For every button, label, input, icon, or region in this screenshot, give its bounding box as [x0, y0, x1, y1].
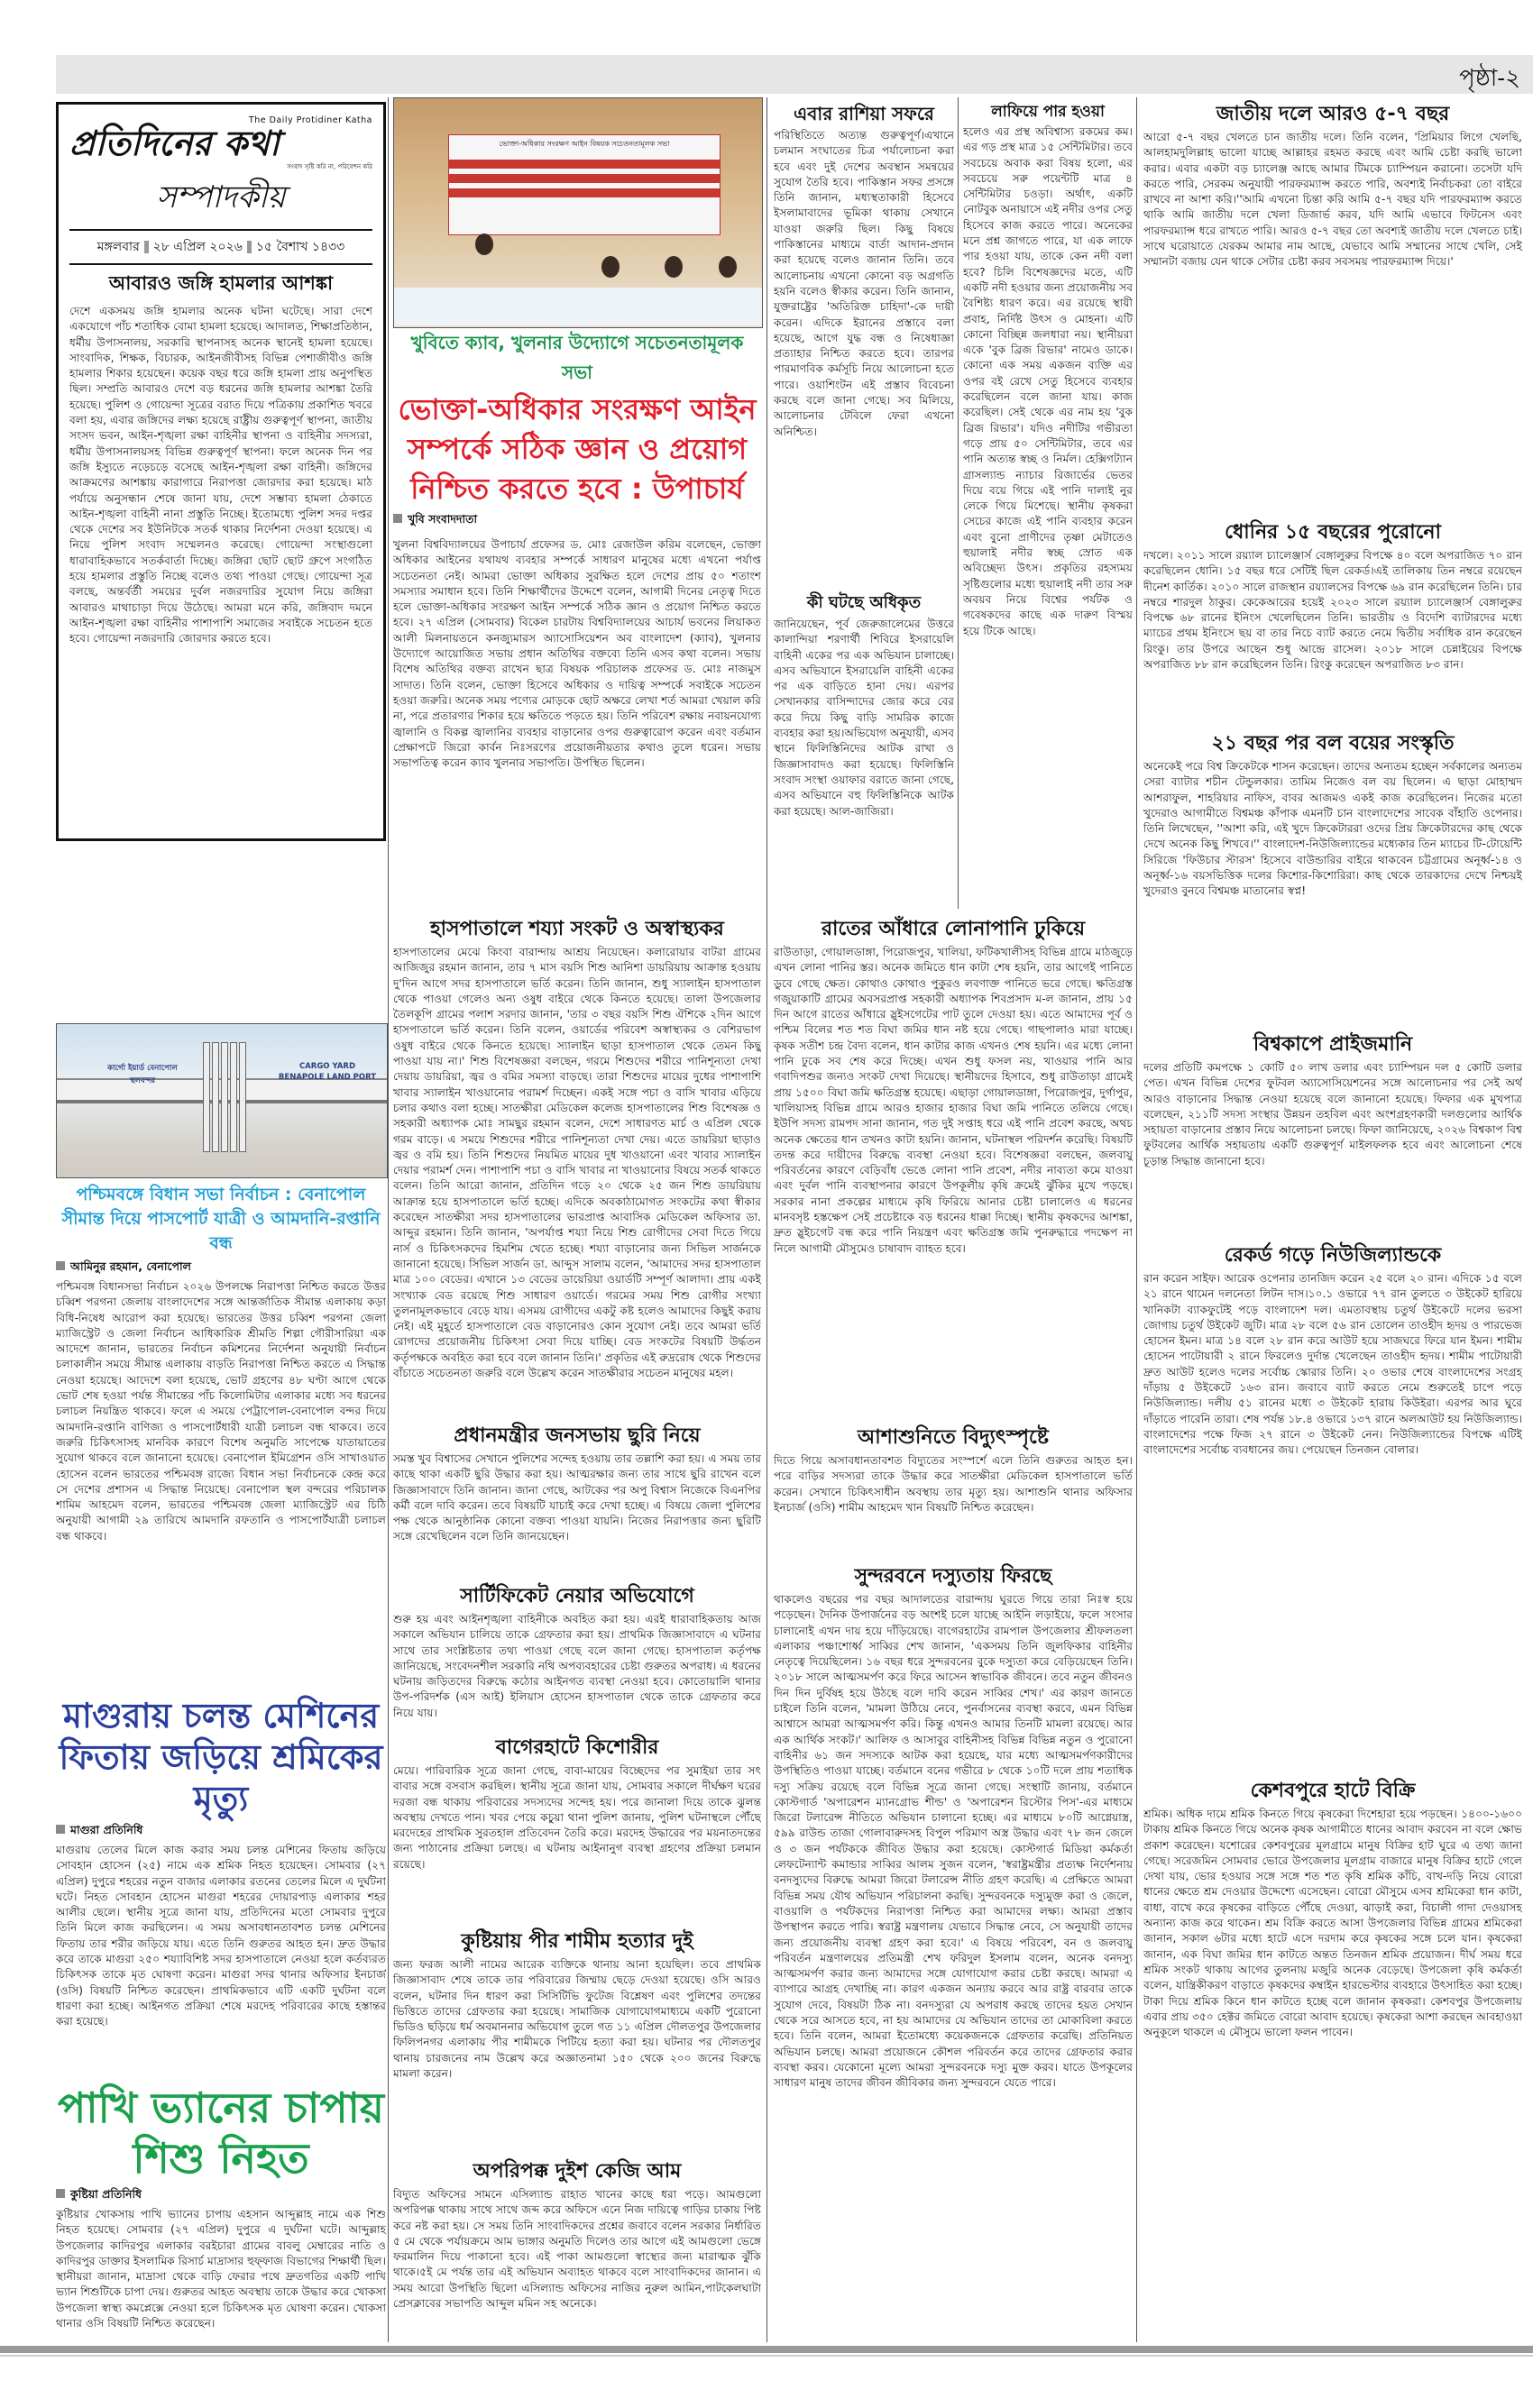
pillar — [203, 1042, 210, 1152]
section-title: সম্পাদকীয় — [156, 179, 286, 215]
person — [601, 256, 620, 278]
prize-body: দলের প্রতিটি কমপক্ষে ১ কোটি ৫০ লাখ ডলার এবং চ্যাম্পিয়ন দল ৫ কোটি ডলার পেত। এখন বিভিন্ন দেশের ফুটবল অ্যাসোসিয়েশনের সঙ্গে আলোচনার পর সেই অর্থ আরও বাড়ানোর সিদ্ধান্ত নেওয়া হয়েছে বলে জানানো হয়েছে। ফিফার এক মুখপাত্র বলেছেন, ২১১টি সদস্য সংস্থার উন্নয়ন তহবিল এবং অংশগ্রহণকারী দলগুলোর আর্থিক সহায়তা বাড়ানোর প্রস্তাব নিয়ে আলোচনা চলছে। ফিফা জানিয়েছে, ২০২৬ বিশ্বকাপ বিশ্ব ফুটবলের আর্থিক সহায়তায় একটি গুরুত্বপূর্ণ মাইলফলক হবে এবং আলোচনা শেষে চূড়ান্ত সিদ্ধান্ত জানানো হবে। — [1143, 1061, 1522, 1167]
dhoni-body: দখলে। ২০১১ সালে রয়্যাল চ্যালেঞ্জার্স বেঙ্গালুরুর বিপক্ষে ৪০ বলে অপরাজিত ৭০ রান করেছিলেন ধোনি। ১৫ বছর ধরে সেটিই ছিল রেকর্ড।এই তালিকায় তিন নম্বরে রয়েছেন দীনেশ কার্তিক। ২০১০ সালে রাজস্থান রয়্যালসের বিপক্ষে ৬৯ রান করেছিলেন তিনি। চার নম্বরে শারদুল ঠাকুর। কেকেআরের হয়েই ২০২৩ সালে রয়্যাল চ্যালেঞ্জার্স বেঙ্গালুরুর বিপক্ষে ৬৮ রানের ইনিংস খেলেছিলেন তিনি। ভারতীয় ও বিদেশি ব্যাটারদের মধ্যে ম্যাচের প্রথম ইনিংসে ছয় বা তার নিচে ব্যাট করতে নেমে দ্বিতীয় সর্বাধিক রান করেছেন রিংকু। তার উপরে আছেন শুধু আন্দ্রে রাসেল। ২০১৮ সালে চেন্নাইয়ের বিপক্ষে অপরাজিত ৮৮ রান করেছিলেন তিনি। রিংকু করেছেন অপরাজিত ৮৩ রান। — [1143, 549, 1522, 672]
magura-byline: মাগুরা প্রতিনিধি — [56, 1823, 386, 1841]
page-number: পৃষ্ঠা-২ — [1459, 65, 1520, 92]
saltwater-article — [774, 912, 1133, 1417]
page-header-band — [56, 55, 1533, 94]
gaza-title: কী ঘটছে অধিকৃত — [806, 593, 922, 612]
saltwater-title: রাতের আঁধারে লোনাপানি ঢুকিয়ে — [821, 918, 1086, 940]
dhoni-title: ধোনির ১৫ বছরের পুরোনো — [1225, 521, 1441, 544]
nz-article — [1143, 1239, 1522, 1771]
gaza-article — [774, 588, 954, 903]
pillar — [239, 1042, 246, 1152]
bagerhat-body: মেয়ে। পারিবারিক সূত্রে জানা গেছে, বাবা-মায়ের বিচ্ছেদের পর সুমাইয়া তার সৎ বাবার সঙ্গে বসবাস করছিল। স্থানীয় সূত্রে জানা যায়, সোমবার সকালে দীর্ঘক্ষণ ঘরের দরজা বন্ধ থাকায় পরিবারের সদস্যদের সন্দেহ হয়। পরে জানালা দিয়ে তাকে ঝুলন্ত অবস্থায় দেখতে পান। খবর পেয়ে কচুয়া থানা পুলিশ জানায়, পুলিশ ঘটনাস্থলে পৌঁছে মরদেহের প্রাথমিক সুরতহাল প্রতিবেদন তৈরি করে। মরদেহ উদ্ধারের পর ময়নাতদন্তের জন্য পাঠানোর প্রক্রিয়া চলছে। এ ঘটনায় আইনানুগ ব্যবস্থা গ্রহণের প্রক্রিয়া চলমান রয়েছে। — [393, 1764, 761, 1871]
electric-article — [774, 1421, 1133, 1556]
pillar — [221, 1042, 228, 1152]
benapole-body: পশ্চিমবঙ্গ বিধানসভা নির্বাচন ২০২৬ উপলক্ষে নিরাপত্তা নিশ্চিত করতে উত্তর চব্বিশ পরগনা জেলায় বাংলাদেশের সঙ্গে আন্তর্জাতিক সীমান্ত এলাকায় কড়া বিধি-নিষেধ আরোপ করা হয়েছে। ভারতের উত্তর চব্বিশ পরগনা জেলা ম্যাজিস্ট্রেট ও জেলা নির্বাচন আধিকারিক শ্রীমতি শিল্পা গৌরীসারিয়া এক আদেশে জানান, ভারতের নির্বাচন কমিশনের নির্দেশনা অনুযায়ী নির্বাচন চলাকালীন সময়ে সীমান্ত এলাকায় বাড়তি নিরাপত্তা নিশ্চিত করতে এ সিদ্ধান্ত নেওয়া হয়েছে। আদেশে বলা হয়েছে, ভোট গ্রহণের ৪৮ ঘণ্টা আগে থেকে ভোট শেষ হওয়া পর্যন্ত সীমান্তের পাঁচ কিলোমিটার এলাকার মধ্যে সব ধরনের চলাচল নিয়ন্ত্রিত থাকবে। ফলে এ সময়ে পেট্রাপোল-বেনাপোল বন্দর দিয়ে আমদানি-রপ্তানি বাণিজ্য ও পাসপোর্টধারী যাত্রী চলাচল বন্ধ থাকবে। তবে জরুরি চিকিৎসাসহ মানবিক কারণে বিশেষ অনুমতি সাপেক্ষে যাতায়াতের সুযোগ থাকবে বলে জানানো হয়েছে। বেনাপোল ইমিগ্রেশন ওসি সাখাওয়াত হোসেন বলেন ভারতের পশ্চিমবঙ্গ রাজ্যে বিধান সভা নির্বাচনকে কেন্দ্র করে সে দেশের প্রশাসন এ সিদ্ধান্ত নিয়েছে। বেনাপোল স্থল বন্দরের পরিচালক শামিম আহমেদ বলেন, ভারতের পশ্চিমবঙ্গ জেলা ম্যাজিস্ট্রেট এর চিঠি অনুযায়ী আগামী ২৯ তারিখে আমদানি রফতানি ও পাসপোর্টযাত্রী চলাচল বন্ধ থাকবে। — [56, 1280, 386, 1543]
page-footer-rule-thin — [0, 2355, 1533, 2357]
keshabpur-title: কেশবপুরে হাটে বিক্রি — [1250, 1780, 1416, 1802]
magura-article — [56, 1695, 386, 2074]
keshabpur-body: শ্রমিক। অধিক দামে শ্রমিক কিনতে গিয়ে কৃষকেরা দিশেহারা হয়ে পড়ছেন। ১৪০০-১৬০০ টাকায় শ্রমিক কিনতে গিয়ে অনেক কৃষক আগামীতে ধানের আবাদ করবেন না বলে ক্ষোভ প্রকাশ করেছেন। যশোরের কেশবপুরের মূলগ্রামে মানুষ বিক্রির হাট ঘুরে এ তথ্য জানা গেছে। সরেজমিন সোমবার ভোরে উপজেলার মূলগ্রাম বাজারে মানুষ বিক্রির হাটে গেলে দেখা যায়, ভোর হওয়ার সঙ্গে সঙ্গে শত শত কৃষি শ্রমিক কাঁচি, বাখ-দড়ি নিয়ে বোরো ধানের ক্ষেতে শ্রম দেওয়ার উদ্দেশ্যে এসেছেন। বোরো মৌসুমে এসব শ্রমিকেরা ধান কাটা, বাধা, বাখে করে কৃষকের বাড়িতে পৌঁছে দেওয়া, ঝাড়াই করা, বিচালী গাদা দেওয়াসহ অন্যান্য কাজ করে থাকেন। শ্রম বিক্রি করতে আসা উপজেলার বিভিন্ন গ্রামের শ্রমিকেরা জানান, সকাল ৬টার মধ্যে হাটে এসে দরদাম করে কৃষকের সঙ্গে চলে যান। কৃষকেরা জানান, এক বিঘা জমির ধান কাটতে অন্তত তিনজন শ্রমিক প্রয়োজন। দীর্ঘ সময় ধরে শ্রমিক সংকট থাকায় আগের তুলনায় মজুরি অনেক বেড়েছে। উপজেলা কৃষি কর্মকর্তা বলেন, যান্ত্রিকীকরণ বাড়াতে কৃষকদের কম্বাইন হারভেস্টার ব্যবহারে উৎসাহিত করা হচ্ছে। টাকা দিয়ে শ্রমিক কিনে ধান কাটতে হচ্ছে বলে জানান কৃষকরা। কেশবপুর উপজেলায় এবার প্রায় ৩৫০ হেক্টর জমিতে বোরো আবাদ হয়েছে। কৃষকেরা আশা করছেন আবহাওয়া অনুকূলে থাকলে এ মৌসুমে ভালো ফলন পাবেন। — [1143, 1808, 1522, 2039]
editorial-body: দেশে একসময় জঙ্গি হামলার অনেক ঘটনা ঘটেছে। সারা দেশে একযোগে পাঁচ শতাধিক বোমা হামলা হয়েছে। আদালত, শিক্ষাপ্রতিষ্ঠান, ধর্মীয় উপাসনালয়, সরকারি স্থাপনাসহ অনেক স্থানেই হামলা হয়েছে। সাংবাদিক, শিক্ষক, বিচারক, আইনজীবীসহ বিভিন্ন পেশাজীবীও জঙ্গি হামলার শিকার হয়েছেন। কয়েক বছর ধরে জঙ্গি হামলা প্রায় অনুপস্থিত ছিল। সম্প্রতি আবারও দেশে বড় ধরনের জঙ্গি হামলার আশঙ্কা তৈরি হয়েছে। পুলিশ ও গোয়েন্দা সূত্রের বরাত দিয়ে পত্রিকায় প্রকাশিত খবরে বলা হয়, এবার জঙ্গিদের লক্ষ্য হয়েছে রাষ্ট্রীয় গুরুত্বপূর্ণ স্থাপনা, জাতীয় সংসদ ভবন, আইন-শৃঙ্খলা রক্ষা বাহিনীর স্থাপনা ও বাহিনীর সদস্যরা, ধর্মীয় উপাসনালয়সহ বিভিন্ন গুরুত্বপূর্ণ স্থাপনা। ফলে অনেক দিন পর জঙ্গি ইস্যুতে নড়েচড়ে বসেছে আইন-শৃঙ্খলা রক্ষা বাহিনী। জঙ্গিদের আক্রমণের আশঙ্কায় কারাগারে নিরাপত্তা জোরদার করা হয়েছে। মাঠ পর্যায়ে অনুসন্ধান শেষে জানা যায়, দেশে সম্ভাব্য হামলা ঠেকাতে আইন-শৃঙ্খলা বাহিনী নানা প্রস্তুতি নিচ্ছে। ইতোমধ্যে পুলিশ সদর দপ্তর থেকে দেশের সব ইউনিটকে সতর্ক থাকার নির্দেশনা দেওয়া হয়েছে। এ নিয়ে পুলিশ সংবাদ সম্মেলনও করেছে। গোয়েন্দা সংস্থাগুলো ধারাবাহিকভাবে সতর্কবার্তা দিচ্ছে। জঙ্গিরা ছোট ছোট গ্রুপে সংগঠিত হয়ে হামলার প্রস্তুতি নিচ্ছে বলেও তথ্য পাওয়া গেছে। গোয়েন্দা সূত্র বলছে, অন্তর্বর্তী সময়ের দুর্বল নজরদারির সুযোগ নিয়ে জঙ্গিরা আবারও মাথাচাড়া দিয়ে উঠেছে। আমরা মনে করি, জঙ্গিবাদ দমনে আইন-শৃঙ্খলা রক্ষা বাহিনীর পাশাপাশি সমাজের সবাইকে সচেতন হতে হবে। গোয়েন্দা নজরদারি জোরদার করতে হবে। — [69, 305, 372, 645]
seminar-byline: খুবি সংবাদদাতা — [393, 512, 761, 530]
brand-english: The Daily Protidiner Katha — [248, 115, 372, 125]
bagerhat-article — [393, 1731, 761, 1920]
pakhi-van-headline: পাখি ভ্যানের চাপায় শিশু নিহত — [58, 2083, 384, 2183]
pakhi-van-byline: কুষ্টিয়া প্রতিনিধি — [56, 2187, 386, 2205]
person — [719, 256, 737, 278]
page-footer-rule — [0, 2346, 1533, 2353]
gaza-body: জানিয়েছেন, পূর্ব জেরুজালেমের উত্তরে কালান্দিয়া শরণার্থী শিবিরে ইসরায়েলি বাহিনী একের পর এক অভিযান চালাচ্ছে। এসব অভিযানে ইসরায়েলি বাহিনী একের পর এক বাড়িতে হানা দেয়। এরপর সেখানকার বাসিন্দাদের জোর করে বের করে দিয়ে কিছু বাড়ি সামরিক কাজে ব্যবহার করা হয়।অভিযোগ অনুযায়ী, এসব স্থানে ফিলিস্তিনিদের আটক রাখা ও জিজ্ঞাসাবাদও করা হয়েছে। ফিলিস্তিনি সংবাদ সংস্থা ওয়াফার বরাতে জানা গেছে, এসব অভিযানে বহু ফিলিস্তিনিকে আটক করা হয়েছে। আল-জাজিরা। — [774, 618, 954, 818]
ballboy-title: ২১ বছর পর বল বয়ের সংস্কৃতি — [1211, 732, 1455, 755]
electric-title: আশাশুনিতে বিদ্যুৎস্পৃষ্টে — [858, 1426, 1049, 1449]
electric-body: দিতে গিয়ে অসাবধানতাবশত বিদ্যুতের সংস্পর্শে এলে তিনি গুরুতর আহত হন। পরে বাড়ির সদস্যরা তাকে উদ্ধার করে সাতক্ষীরা মেডিকেল হাসপাতালে ভর্তি করেন। সেখানে চিকিৎসাধীন অবস্থায় তার মৃত্যু হয়। আশাশুনি থানার অফিসার ইনচার্জ (ওসি) শামীম আহমেদ খান বিষয়টি নিশ্চিত করেছেন। — [774, 1454, 1133, 1514]
nz-title: রেকর্ড গড়ে নিউজিল্যান্ডকে — [1224, 1244, 1442, 1267]
magura-headline: মাগুরায় চলন্ত মেশিনের ফিতায় জড়িয়ে শ্রমিকের মৃত্যু — [59, 1696, 383, 1818]
national-team-body: আরো ৫-৭ বছর খেলতে চান জাতীয় দলে। তিনি বলেন, 'প্রিমিয়ার লিগে খেলছি, আলহামদুলিল্লাহ ভালো যাচ্ছে আল্লাহর রহমত করছে এবং আমি চেষ্টা করছি ভালো করার। এবার একটা বড় চ্যালেঞ্জ আছে আমার টিমকে চ্যাম্পিয়ন করানো। তসেটা যদি করতে পারি, সেরকম অনুযায়ী পারফরম্যান্স করতে পারি, অবশ্যই নির্বাচকরা তো বাইরে রাখবে না আশা করি।''আমি এখনো চিন্তা করি আমি ৫-৭ বছর যদি পারফরম্যান্স করতে থাকি আমি জাতীয় দলে খেলা ডিজার্ভ করব, যদি আমি এভাবে ফিটনেস এবং পারফরম্যান্স ধরে রাখতে পারি। আরও ৫-৭ বছর তো অবশ্যই জাতীয় দলে খেলতে চাই। সাথে ঘরোয়াতে যেরকম আমার নাম আছে, যেভাবে আমি সম্মানের সাথে খেলি, সেই সম্মানটা বজায় যেন থাকে সেটার চেষ্টা করব সবসময় পারফরম্যান্স দিয়ে।' — [1143, 131, 1522, 269]
stage-table — [394, 288, 763, 325]
person — [475, 233, 493, 255]
seminar-banner: ভোক্তা-অধিকার সংরক্ষণ আইন বিষয়ক সচেতনতামূলক সভা — [448, 134, 721, 235]
port-sign-en-2: BENAPOLE LAND PORT — [278, 1073, 377, 1082]
prize-title: বিশ্বকাপে প্রাইজমানি — [1253, 1033, 1413, 1056]
seminar-headline: ভোক্তা-অধিকার সংরক্ষণ আইন সম্পর্কে সঠিক জ্ঞান ও প্রয়োগ নিশ্চিত করতে হবে : উপাচার্য — [398, 392, 757, 506]
pm-title: প্রধানমন্ত্রীর জনসভায় ছুরি নিয়ে — [454, 1424, 701, 1447]
weekday: মঙ্গলবার — [96, 240, 140, 254]
mango-article — [393, 2155, 761, 2344]
benapole-byline: আমিনুর রহমান, বেনাপোল — [56, 1259, 386, 1277]
national-team-article — [1143, 97, 1522, 512]
mango-body: বিদ্যুত অফিসের সামনে এসিল্যান্ড রাহাত খানের কাছে ধরা পড়ে। আমগুলো অপরিপক্ক থাকায় সাথে সাথে জব্দ করে অফিসে এনে নিজ দায়িত্বে গাড়ির চাকায় পিষ্ট করে নষ্ট করা হয়। সে সময় তিনি সাংবাদিকদের প্রশ্নের জবাবে বলেন সরকার নির্ধারিত ৫ মে থেকে পর্যায়ক্রমে আম ভাঙ্গার অনুমতি দিলেও তার আগে এই আমগুলো ভেঙ্গে ফরমালিন দিয়ে পাকানো হবে। এই পাকা আমগুলো স্বাস্থ্যের জন্য মারাত্মক ঝুঁকি থাকে।৫ই মে পর্যন্ত তার এই অভিযান অব্যাহত থাকবে বলে সাংবাদিকদের জানান। এ সময় আরো উপস্থিতি ছিলো এসিল্যান্ড অফিসের নাজির নুরুল আমিন,পাটকেলঘাটা প্রেসক্লাবের সভাপতি আব্দুল মমিন সহ অনেকে। — [393, 2188, 761, 2311]
pillar — [212, 1042, 219, 1152]
person — [665, 256, 683, 278]
river-article — [963, 97, 1133, 909]
dateline — [69, 229, 372, 265]
pakhi-van-article — [56, 2083, 386, 2344]
seminar-photo — [393, 97, 763, 328]
bagerhat-title: বাগেরহাটে কিশোরীর — [495, 1736, 659, 1759]
dhoni-article — [1143, 516, 1522, 723]
kushtia-murder-article — [393, 1925, 761, 2150]
editorial-box — [56, 102, 386, 841]
certificate-title: সার্টিফিকেট নেয়ার অভিযোগে — [460, 1585, 694, 1607]
benapole-headline: পশ্চিমবঙ্গে বিধান সভা নির্বাচন : বেনাপোল সীমান্ত দিয়ে পাসপোর্ট যাত্রী ও আমদানি-রপ্তানি বন্ধ — [61, 1185, 381, 1253]
certificate-article — [393, 1579, 761, 1728]
brand-logo: প্রতিদিনের কথা — [69, 123, 280, 163]
sundarbans-body: থাকলেও বছরের পর বছর আদালতের বারান্দায় ঘুরতে গিয়ে তারা নিঃস্ব হয়ে পড়েছেন। দৈনিক উপার্জনের বড় অংশই চলে যাচ্ছে আইনি লড়াইয়ে, ফলে সংসার চালানোই এখন দায় হয়ে দাঁড়িয়েছে। বাগেরহাটের রামপাল উপজেলার শ্রীফলতলা এলাকার পঞ্চাশোর্ধ্ব সাব্বির শেখ জানান, 'একসময় তিনি জুলফিকার বাহিনীর নেতৃত্বে দিয়েছিলেন। ১৬ বছর ধরে সুন্দরবনের বুকে দস্যুতা করে বেড়িয়েছেন তিনি। ২০১৮ সালে আত্মসমর্পণ করে ফিরে আসেন স্বাভাবিক জীবনে। তবে নতুন জীবনও দিন দিন দুর্বিষহ হয়ে উঠছে বলে দাবি করেন সাব্বির শেখ।' এর কারণ জানতে চাইলে তিনি বলেন, 'মামলা উঠিয়ে নেবে, পুনর্বাসনের ব্যবস্থা করবে, এমন বিভিন্ন আশ্বাসে আমরা আত্মসমর্পণ করি। কিন্তু এখনও আমার তিনটি মামলা রয়েছে। আর এক আর্থিক সংকট।' আলিফ ও আসাবুর বাহিনীসহ বিভিন্ন বিভিন্ন নতুন ও পুরোনো বাহিনীর ৬১ জন সদস্যকে আটক করা হয়েছে, যার মধ্যে আত্মসমর্পণকারীদের উপস্থিতিও পাওয়া যাচ্ছে। বর্তমানে বনের গভীরে ৮ থেকে ১০টি দলে প্রায় শতাধিক দস্যু সক্রিয় রয়েছে বলে বিভিন্ন সূত্রে জানা গেছে। সংস্থাটি জানায়, বর্তমানে কোস্টগার্ড 'অপারেশন ম্যানগ্রোভ শীল্ড' ও 'অপারেশন রিস্টোর পিস'-এর মাধ্যমে জিরো টলারেন্স নীতিতে অভিযান চালানো হচ্ছে। এর মাধ্যমে ৮০টি আগ্নেয়াস্ত্র, ৫৯৯ রাউন্ড তাজা গোলাবারুদসহ বিপুল পরিমাণ অস্ত্র উদ্ধার এবং ৭৮ জন জেলে ও ৩ জন পর্যটককে জীবিত উদ্ধার করা হয়েছে। কোস্টগার্ড মিডিয়া কর্মকর্তা লেফটেন্যান্ট কমান্ডার সাব্বির আলম সুজন বলেন, 'স্বরাষ্ট্রমন্ত্রীর প্রত্যক্ষ নির্দেশনায় বনদস্যুদের বিরুদ্ধে আমরা জিরো টলারেন্স নীতি গ্রহণ করেছি। এ প্রেক্ষিতে আমরা বিভিন্ন সময় যৌথ অভিযান পরিচালনা করছি। সুন্দরবনকে দস্যুমুক্ত করা ও জেলে, বাওয়ালি ও পর্যটকদের নিরাপত্তা নিশ্চিত করা আমাদের লক্ষ্য। আমরা প্রস্তাব উপস্থাপন করতে পারি। স্বরাষ্ট্র মন্ত্রণালয় যেভাবে সিদ্ধান্ত নেবে, সে অনুযায়ী তাদের জন্য প্রয়োজনীয় ব্যবস্থা গ্রহণ করা হবে।' এ বিষয়ে পরিবেশ, বন ও জলবায়ু পরিবর্তন মন্ত্রণালয়ের প্রতিমন্ত্রী শেখ ফরিদুল ইসলাম বলেন, অনেক বনদস্যু আত্মসমর্পণ করার জন্য আমাদের সঙ্গে যোগাযোগ করার চেষ্টা করছে। আমরা এ ব্যাপারে আগ্রহ দেখাচ্ছি না। কারণ একজন অন্যায় করবে আর রাষ্ট্র বারবার তাকে সুযোগ দেবে, বিষয়টা ঠিক না। বনদস্যুরা যে অপরাধ করছে তাদের হয়ত সেখান থেকে সরে আসতে হবে, না হয় আমাদের যে অভিযান তাদের তা মোকাবিলা করতে হবে। তিনি বলেন, আমরা ইতোমধ্যে কয়েকজনকে গ্রেফতার করেছি। প্রতিনিয়ত অভিযান চলছে। আমরা প্রয়োজনে কৌশল পরিবর্তন করে তাদের গ্রেফতার করার ব্যবস্থা করব। যেকোনো মূল্যে আমরা সুন্দরবনকে দস্যু মুক্ত করব। যাতে উপকূলের সাধারণ মানুষ তাদের জীবন জীবিকার জন্য সুন্দরবনে যেতে পারে। — [774, 1593, 1133, 2090]
river-body: হলেও এর প্রস্থ অবিশ্বাস্য রকমের কম। এর গড় প্রস্থ মাত্র ১৫ সেন্টিমিটার। তবে সবচেয়ে অবাক করা বিষয় হলো, এর সবচেয়ে সরু পয়েন্টটি মাত্র ৪ সেন্টিমিটার চওড়া। অর্থাৎ, একটি নোটবুক অনায়াসে এই নদীর ওপর সেতু হিসেবে কাজ করতে পারে। অনেকের মনে প্রশ্ন জাগতে পারে, যা এক লাফে পার হওয়া যায়, তাকে কেন নদী বলা হবে? চিলি বিশেষজ্ঞদের মতে, এটি একটি নদী হওয়ার জন্য প্রয়োজনীয় সব বৈশিষ্ট্য ধারণ করে। এর রয়েছে স্থায়ী প্রবাহ, নির্দিষ্ট উৎস ও মোহনা। এটি কোনো বিচ্ছিন্ন জলধারা নয়। স্থানীয়রা একে 'বুক ব্রিজ রিভার' নামেও ডাকে। কোনো এক সময় একজন ব্যক্তি এর ওপর বই রেখে সেতু হিসেবে ব্যবহার করেছিলেন বলে জানা যায়। কাজ করেছিল। সেই থেকে এর নাম হয় 'বুক ব্রিজ রিভার'। যদিও নদীটির গভীরতা গড়ে প্রায় ৫০ সেন্টিমিটার, তবে এর পানি অত্যন্ত স্বচ্ছ ও নির্মল। হেক্সিগট্যান গ্রাসল্যান্ড ন্যাচার রিজার্ভের ভেতর দিয়ে বয়ে গিয়ে এই পানি দালাই নুর লেকে গিয়ে মিশেছে। স্থানীয় কৃষকরা সেচের কাজে এই পানি ব্যবহার করেন এবং বুনো প্রাণীদের তৃষ্ণা মেটাতেও হুয়ালাই নদীর স্বচ্ছ স্রোত এক অবিচ্ছেদ্য উৎস। প্রকৃতির রহস্যময় সৃষ্টিগুলোর মধ্যে হুয়ালাই নদী তার সরু অবয়ব নিয়ে বিশ্বের পর্যটক ও গবেষকদের কাছে এক দারুণ বিস্ময় হয়ে টিকে আছে। — [963, 125, 1133, 637]
date-bengali: ১৫ বৈশাখ ১৪৩৩ — [255, 240, 345, 254]
hospital-title: হাসপাতালে শয্যা সংকট ও অস্বাস্থ্যকর — [430, 918, 724, 940]
seminar-body: খুলনা বিশ্ববিদ্যালয়ের উপাচার্য প্রফেসর ড. মোঃ রেজাউল করিম বলেছেন, ভোক্তা অধিকার আইনের যথাযথ ব্যবহার সম্পর্কে সাধারণ মানুষের মধ্যে এখনো পর্যাপ্ত সচেতনতা নেই। আমরা ভোক্তা অধিকার সুরক্ষিত হলে দেশের প্রায় ৫০ শতাংশ সমস্যার সমাধান হবে। তিনি শিক্ষার্থীদের উদ্দেশে বলেন, আগামী দিনের নেতৃত্ব দিতে হলে ভোক্তা-অধিকার সংরক্ষণ আইন সম্পর্কে সঠিক জ্ঞান ও প্রয়োগ নিশ্চিত করতে হবে। ২৭ এপ্রিল (সোমবার) বিকেল চারটায় বিশ্ববিদ্যালয়ের আচার্য ভবনের লিয়াকত আলী মিলনায়তনে কনজ্যুমারস অ্যাসোসিয়েশন অব বাংলাদেশ (ক্যাব), খুলনার উদ্যোগে আয়োজিত সভায় প্রধান অতিথির বক্তব্যে তিনি এসব কথা বলেন। সভায় বিশেষ অতিথির বক্তব্য রাখেন ছাত্র বিষয়ক পরিচালক প্রফেসর ড. মোঃ নাজমুস সাদাত। তিনি বলেন, ভোক্তা হিসেবে অধিকার ও দায়িত্ব সম্পর্কে সবাইকে সচেতন হওয়া জরুরি। অনেক সময় পণ্যের মোড়কে ছোট অক্ষরে লেখা শর্ত আমরা খেয়াল করি না, পরে প্রতারণার শিকার হয়ে ক্ষতিতে পড়তে হয়। তিনি পরিবেশ রক্ষায় নবায়নযোগ্য জ্বালানি ও বিকল্প জ্বালানির ব্যবহার বাড়ানোর ওপর গুরুত্বারোপ করেন এবং বর্তমান প্রেক্ষাপটে জিরো কার্বন নিঃসরণের প্রয়োজনীয়তার কথাও তুলে ধরেন। সভায় সভাপতিত্ব করেন ক্যাব খুলনার সভাপতি। উপস্থিত ছিলেন। — [393, 538, 761, 770]
editorial-title: আবারও জঙ্গি হামলার আশঙ্কা — [108, 272, 334, 294]
kushtia-murder-body: জন্য ফরজ আলী নামের আরেক ব্যক্তিকে থানায় আনা হয়েছিল। তবে প্রাথমিক জিজ্ঞাসাবাদ শেষে তাকে তার পরিবারের জিম্মায় ছেড়ে দেওয়া হয়েছে। ওসি আরও বলেন, ঘটনার দিন ধারণ করা সিসিটিভি ফুটেজ বিশ্লেষণ এবং পুলিশের তদন্তের ভিত্তিতে তাদের গ্রেফতার করা হয়েছে। সামাজিক যোগাযোগমাধ্যমে একটি পুরোনো ভিডিও ছড়িয়ে ধর্ম অবমাননার অভিযোগ তুলে গত ১১ এপ্রিল দৌলতপুর উপজেলার ফিলিপনগর এলাকায় পীর শামীমকে পিটিয়ে হত্যা করা হয়। ঘটনার পর দৌলতপুর থানায় চারজনের নাম উল্লেখ করে অজ্ঞাতনামা ১৫০ থেকে ২০০ জনের বিরুদ্ধে মামলা করেন। — [393, 1958, 761, 2081]
river-title: লাফিয়ে পার হওয়া — [991, 103, 1105, 121]
separator — [247, 241, 252, 253]
benapole-port-photo — [56, 1023, 388, 1178]
hospital-body: হাসপাতালের মেঝে কিংবা বারান্দায় আশ্রয় নিয়েছেন। কলারোয়ার বাটরা গ্রামের আজিজুর রহমান জানান, তার ৭ মাস বয়সি শিশু আনিশা ডায়রিয়ায় আক্রান্ত হওয়ায় দু'দিন আগে সদর হাসপাতালে ভর্তি করেন। তিনি জানান, শুধু স্যালাইন হাসপাতাল থেকে পাওয়া গেলেও অন্য ওষুধ বাইরে থেকে কিনতে হয়েছে। তালা উপজেলার তৈলকূপি গ্রামের পলাশ সরদার জানান, 'তার ৩ বছর বয়সি শিশু ঐশিকে ২দিন আগে হাসপাতালে ভর্তি করেন। তিনি বলেন, ওয়ার্ডের পরিবেশ অস্বাস্থ্যকর ও বেশিরভাগ ওষুধ বাইরে থেকে কিনতে হয়েছে। স্যালাইন ছাড়া হাসপাতাল থেকে তেমন কিছু পাওয়া যায় না।' শিশু বিশেষজ্ঞরা বলছেন, গরমে শিশুদের শরীরে পানিশূন্যতা দেখা দেয়ায় ডায়রিয়া, জ্বর ও বমির সমস্যা বাড়ছে। তারা শিশুদের মায়ের দুধের পাশাপাশি খাবার স্যালাইন খাওয়ানোর পরামর্শ দিচ্ছেন। একই সঙ্গে পচা ও বাসি খাবার এড়িয়ে চলার কথাও বলা হচ্ছে। সাতক্ষীরা মেডিকেল কলেজ হাসপাতালের শিশু বিশেষজ্ঞ ও সহকারী অধ্যাপক মোঃ সামছুর রহমান বলেন, দেশে সাধারণত মার্চ ও এপ্রিল থেকে গরম বাড়ে। এ সময়ে শিশুদের শরীরে পানিশূন্যতা দেখা দেয়। এতে ডায়রিয়া ছাড়াও জ্বর ও বমি হয়। তিনি শিশুদের নিয়মিত মায়ের দুধ খাওয়ানো এবং খাবার স্যালাইন দেয়ার পরামর্শ দেন। পাশাপাশি পচা ও বাসি খাবার না খাওয়ানোর বিষয়ে সতর্ক থাকতে বলেন। তিনি আরো জানান, প্রতিদিন গড়ে ২০ থেকে ২৫ জন শিশু ডায়রিয়ায় আক্রান্ত হয়ে হাসপাতালে ভর্তি হচ্ছে। এদিকে অবকাঠামোগত সংকটের কথা স্বীকার করেছেন সাতক্ষীরা সদর হাসপাতালের ভারপ্রাপ্ত আবাসিক মেডিকেল অফিসার ডা. আব্দুর রহমান। তিনি জানান, 'অপর্যাপ্ত শয্যা নিয়ে শিশু রোগীদের সেবা দিতে গিয়ে নার্স ও চিকিৎসকদের হিমশিম খেতে হচ্ছে। শয্যা বাড়ানোর জন্য সিভিল সার্জনকে জানানো হয়েছে। সিভিল সার্জন ডা. আব্দুস সালাম বলেন, 'আমাদের সদর হাসপাতাল মাত্র ১০০ বেডের। এখানে ১৩ বেডের ডায়েরিয়া ওয়ার্ডটি সম্পূর্ণ আলাদা। প্রায় একই সংখ্যাক বেড রয়েছে শিশু সাধারণ ওয়ার্ডে। গরমের সময় শিশু রোগীর সংখ্যা তুলনামূলকভাবে বেড়ে যায়। এসময় রোগীদের একটু কষ্ট হলেও আমাদের কিছুই করায় নেই। এই মুহূর্তে হাসপাতালে বেড বাড়ানোরও কোন সুযোগ নেই। তবে আমরা ভর্তি রোগদের প্রয়োজনীয় চিকিৎসা সেবা দিয়ে যাচ্ছি। বেড সংকটের বিষয়টি উর্দ্ধতন কর্তৃপক্ষকে অবহিত করা হবে বলে জানান তিনি।' প্রকৃতির এই রুদ্ররোষ থেকে শিশুদের বাঁচাতে সচেতনতা জরুরি বলে উল্লেখ করেন সাতক্ষীরার সচেতন মানুষের মহল। — [393, 946, 761, 1380]
pm-body: সমস্ত খুব বিশ্বাসের সেখানে পুলিশের সন্দেহ হওয়ায় তার তল্লাশি করা হয়। এ সময় তার কাছে থাকা একটি ছুরি উদ্ধার করা হয়। আত্মরক্ষার জন্য তার সাথে ছুরি রাখেন বলে জিজ্ঞাসাবাদে তিনি জানান। জানা গেছে, আটকের পর অপু বিশ্বাস নিজেকে বিএনপির কর্মী বলে দাবি করেন। তবে বিষয়টি যাচাই করে দেখা হচ্ছে। এ বিষয়ে জেলা পুলিশের পক্ষ থেকে আনুষ্ঠানিক কোনো বক্তব্য পাওয়া যায়নি। নিজের নিরাপত্তার জন্য ছুরিটি সঙ্গে রেখেছিলেন বলে তিনি জানয়েছেন। — [393, 1452, 761, 1543]
seminar-kicker: খুবিতে ক্যাব, খুলনার উদ্যোগে সচেতনতামূলক সভা — [410, 332, 744, 383]
saltwater-body: রাউতাড়া, গোয়ালডাঙ্গা, পিরোজপুর, খালিয়া, ফটিকখালীসহ বিভিন্ন গ্রামে মাঠজুড়ে এখন লোনা পানির স্তর। অনেক জমিতে ধান কাটা শেষ হয়নি, তার আগেই পানিতে ডুবে গেছে ক্ষেত। কোথাও কোথাও পুকুরও লবণাক্ত পানিতে ভরে গেছে। ক্ষতিগ্রস্ত গজুয়াকাটি গ্রামের অবসরপ্রাপ্ত সহকারী অধ্যাপক শিবপ্রসাদ ম-ল জানান, প্রায় ১৫ দিন আগে রাতের আঁধারে স্লুইসগেটের পাট তুলে দেওয়া হয়। এতে আমাদের পূর্ব ও পশ্চিম বিলের শত শত বিঘা জমির ধান নষ্ট হয়ে গেছে। গাছপালাও মারা যাচ্ছে। কৃষক সতীশ চন্দ্র বৈদ্য বলেন, ধান কাটার কাজ এখনও শেষ হয়নি। এর মধ্যে লোনা পানি ঢুকে সব শেষ করে দিচ্ছে। এখন শুধু ফসল নয়, খাওয়ার পানি আর গবাদিপশুর জন্যও সংকট দেখা দিয়েছে। স্থানীয়দের হিসাবে, শুধু রাউতাড়া গ্রামেই প্রায় ১৫০০ বিঘা জমি ক্ষতিগ্রস্ত হয়েছে। এছাড়া গোয়ালডাঙ্গা, পিরোজপুর, দুর্গাপুর, খালিয়াসহ বিভিন্ন গ্রামে আরও হাজার হাজার বিঘা জমি পানিতে তলিয়ে গেছে। ইউপি সদস্য রামপদ সানা জানান, গত দুই সপ্তাহ ধরে এই পানি প্রবেশ করছে, অথচ অনেক ক্ষেতের ধান তখনও কাটা হয়নি। জানান, ঘটনাস্থল পরিদর্শন করেছি। বিষয়টি তদন্ত করে দায়ীদের বিরুদ্ধে ব্যবস্থা নেওয়া হবে। বিশেষজ্ঞরা বলছেন, জলবায়ু পরিবর্তনের কারণে বেড়িবাঁধ ভেঙে লোনা পানি প্রবেশ, নদীর নাব্যতা কমে যাওয়া এবং দুর্বল পানি ব্যবস্থাপনার কারণে উপকূলীয় কৃষি ক্রমেই ঝুঁকির মুখে পড়ছে। সরকার নানা প্রকল্পের মাধ্যমে কৃষি ফিরিয়ে আনার চেষ্টা চালালেও এ ধরনের মানবসৃষ্ট হস্তক্ষেপ সেই প্রচেষ্টাকে বড় ধরনের ধাক্কা দিচ্ছে। স্থানীয় কৃষকদের আশঙ্কা, দ্রুত স্লুইচগেট বন্ধ করে পানি নিয়ন্ত্রণ এবং ক্ষতিগ্রস্ত জমি পুনরুদ্ধারে পদক্ষেপ না নিলে আগামী মৌসুমেও চাষাবাদ ব্যাহত হবে। — [774, 946, 1133, 1255]
column-rule — [958, 97, 959, 909]
seminar-headline-block — [393, 330, 761, 537]
magura-body: মাগুরায় তেলের মিলে কাজ করার সময় চলন্ত মেশিনের ফিতায় জড়িয়ে সোবহান হোসেন (২৫) নামে এক শ্রমিক নিহত হয়েছেন। সোমবার (২৭ এপ্রিল) দুপুরে শহরের নতুন বাজার এলাকার রতনের তেলের মিলে এ দুর্ঘটনা ঘটে। নিহত সোবহান হোসেন মাগুরা শহরের দোয়ারপাড় এলাকার শহর আলীর ছেলে। স্থানীয় সূত্রে জানা যায়, প্রতিদিনের মতো সোমবার দুপুরে তিনি মিলে কাজ করছিলেন। এ সময় অসাবধানতাবশত চলন্ত মেশিনের ফিতায় তার শরীর জড়িয়ে যায়। এতে তিনি গুরুতর আহত হন। দ্রুত উদ্ধার করে তাকে মাগুরা ২৫০ শয্যাবিশিষ্ট সদর হাসপাতালে নেওয়া হলে কর্তব্যরত চিকিৎসক তাকে মৃত ঘোষণা করেন। মাগুরা সদর থানার অফিসার ইনচার্জ (ওসি) বিষয়টি নিশ্চিত করেছেন। প্রাথমিকভাবে এটি একটি দুর্ঘটনা বলে ধারণা করা হচ্ছে। আইনগত প্রক্রিয়া শেষে মরদেহ পরিবারের কাছে হস্তান্তর করা হয়েছে। — [56, 1844, 386, 2028]
column-rule — [1136, 97, 1137, 2342]
benapole-article — [56, 1183, 386, 1688]
column-rule — [766, 97, 767, 2342]
pillar — [230, 1042, 237, 1152]
port-sign-bn: কার্গো ইয়ার্ড বেনাপোল স্থলবন্দর — [107, 1064, 178, 1085]
sundarbans-article — [774, 1560, 1133, 2344]
date-gregorian: ২৮ এপ্রিল ২০২৬ — [152, 240, 243, 254]
separator — [144, 241, 149, 253]
nz-body: রান করেন সাইফ। আরেক ওপেনার তানজিদ করেন ২৫ বলে ২০ রান। এদিকে ১৫ বলে ২১ রানে থামেন দলনেতা লিটন দাস।১০.১ ওভারে ৭৭ রান তুলতে ৩ উইকেট হারিয়ে খানিকটা ব্যাকফুটেই পড়ে বাংলাদেশ দল। এমতাবস্থায় চতুর্থ উইকেটে দলের ভরসা জোগায় চতুর্থ উইকেট জুটি। মাত্র ২৮ বলে ৫৬ রান তোলেন তাওহীদ হৃদয় ও পারভেজ হোসেন ইমন। মাত্র ১৪ বলে ২৮ রান করে আউট হয়ে সাজঘরে ফিরে যান ইমন। শামীম হোসেন পাটোয়ারী ২ রানে ফিরলেও দুর্দান্ত খেলেছেন তাওহীদ হৃদয়। শামীম পাটোয়ারী দ্রুত আউট হলেও দলের সর্বোচ্চ স্কোরার তিনি। ২০ ওভার শেষে বাংলাদেশের সংগ্রহ দাঁড়ায় ৫ উইকেটে ১৬৩ রান। জবাবে ব্যাট করতে নেমে শুরুতেই চাপে পড়ে নিউজিল্যান্ড। দলীয় ৫১ রানের মধ্যে ৩ উইকেট হারায় কিউইরা। এরপর আর ঘুরে দাঁড়াতে পারেনি তারা। শেষ পর্যন্ত ১৮.৪ ওভারে ১৩৭ রানে অলআউট হয় নিউজিল্যান্ড। বাংলাদেশের পক্ষে ফিজ ২৭ রানে ৩ উইকেট নেন। নিউজিল্যান্ডের বিপক্ষে এটিই বাংলাদেশের সর্বোচ্চ ব্যবধানের জয়। পেয়েছেন তিনজন বোলার। — [1143, 1272, 1522, 1457]
russia-article — [774, 97, 954, 584]
prize-article — [1143, 1028, 1522, 1235]
mango-title: অপরিপক্ক দুইশ কেজি আম — [473, 2160, 682, 2183]
pakhi-van-body: কুষ্টিয়ার খোকসায় পাখি ভ্যানের চাপায় এহসান আব্দুল্লাহ নামে এক শিশু নিহত হয়েছে। সোমবার (২৭ এপ্রিল) দুপুরে এ দুর্ঘটনা ঘটে। আব্দুল্লাহ উপজেলার কাদিরপুর এলাকার বরইচারা গ্রামের বাবলু মেম্বারের নাতি ও কাদিরপুর ডাক্তার ইসলামিক রিসার্চ মাদ্রাসার হুফ্ফাজ বিভাগের শিক্ষার্থী ছিল। স্থানীয়রা জানান, মাদ্রাসা থেকে বাড়ি ফেরার পথে দ্রুতগতির একটি পাখি ভ্যান শিশুটিকে চাপা দেয়। গুরুতর আহত অবস্থায় তাকে উদ্ধার করে খোকসা উপজেলা স্বাস্থ্য কমপ্লেক্সে নেওয়া হলে চিকিৎসক মৃত ঘোষণা করেন। খোকসা থানার ওসি বিষয়টি নিশ্চিত করেছেন। — [56, 2208, 386, 2330]
brand-tagline: সংবাদ সৃষ্টি করি না, পরিবেশন করি — [287, 163, 372, 170]
port-sign-en-1: CARGO YARD — [298, 1062, 356, 1071]
column-rule — [388, 97, 389, 2342]
kushtia-murder-title: কুষ্টিয়ায় পীর শামীম হত্যার দুই — [461, 1930, 693, 1953]
keshabpur-article — [1143, 1774, 1522, 2344]
sundarbans-title: সুন্দরবনে দস্যুতায় ফিরছে — [854, 1565, 1052, 1588]
seminar-article — [393, 537, 761, 911]
hospital-article — [393, 912, 761, 1417]
russia-title: এবার রাশিয়া সফরে — [794, 103, 934, 124]
ballboy-article — [1143, 727, 1522, 1024]
national-team-title: জাতীয় দলে আরও ৫-৭ বছর — [1216, 103, 1450, 125]
pm-article — [393, 1419, 761, 1572]
certificate-body: শুরু হয় এবং আইনশৃঙ্খলা বাহিনীকে অবহিত করা হয়। এরই ধারাবাহিকতায় আজ সকালে অভিযান চালিয়ে তাকে গ্রেফতার করা হয়। প্রাথমিক জিজ্ঞাসাবাদে এ ঘটনার সাথে তার সংশ্লিষ্টতার তথ্য পাওয়া গেছে বলে জানা গেছে। হাসপাতাল কর্তৃপক্ষ জানিয়েছে, সংবেদনশীল সরকারি নথি অপব্যবহারের চেষ্টা গুরুতর অপরাধ। এ ধরনের ঘটনায় জড়িতদের বিরুদ্ধে কঠোর আইনগত ব্যবস্থা নেওয়া হবে। কোতোয়ালি থানার উপ-পরিদর্শক (এস আই) ইলিয়াস হোসেন হাসপাতাল থেকে তাকে গ্রেফতার করে নিয়ে যায়। — [393, 1613, 761, 1719]
russia-body: পরিস্থিতিতে অত্যন্ত গুরুত্বপূর্ণ।এখানে চলমান সংঘাতের চিত্র পর্যালোচনা করা হবে এবং দুই দেশের অবস্থান সমন্বয়ের সুযোগ তৈরি হবে। পাকিস্তান সফর প্রসঙ্গে তিনি জানান, মধ্যস্থতাকারী হিসেবে ইসলামাবাদের ভূমিকা থাকায় সেখানে যাওয়া জরুরি ছিল। কিছু বিষয়ে পাকিস্তানের মাধ্যমে বার্তা আদান-প্রদান করা হয়েছে বলেও জানান তিনি। তবে আলোচনায় এখনো কোনো বড় অগ্রগতি হয়নি বলেও স্বীকার করেন। তিনি জানান, যুক্তরাষ্ট্রের 'অতিরিক্ত চাহিদা'-কে দায়ী করেন। এদিকে ইরানের প্রস্তাবে বলা হয়েছে, আগে যুদ্ধ বন্ধ ও নিষেধাজ্ঞা প্রত্যাহার নিশ্চিত করতে হবে। তারপর পারমাণবিক কর্মসূচি নিয়ে আলোচনা হতে পারে। ওয়াশিংটন এই প্রস্তাব বিবেচনা করছে বলে জানা গেছে। সব মিলিয়ে, আলোচনার টেবিলে ফেরা এখনো অনিশ্চিত। — [774, 129, 954, 438]
ballboy-body: অনেকেই পরে বিশ্ব ক্রিকেটকে শাসন করেছেন। তাদের অন্যতম হচ্ছেন সর্বকালের অন্যতম সেরা ব্যাটার শচীন টেন্ডুলকার। তামিম নিজেও বল বয় ছিলেন। এ ছাড়া মোহাম্মদ আশরাফুল, শাহরিয়ার নাফিস, বাবর আজমও একই কাজ করেছিলেন। নিজের মতো খুদেরাও আগামীতে বিশ্বমঞ্চ কাঁপাক এমনটি চান বাংলাদেশের সাবেক বাঁহাতি ওপেনার। তিনি লিখেছেন, ''আশা করি, এই খুদে ক্রিকেটাররা ওদের প্রিয় ক্রিকেটারদের কাছ থেকে দেখে অনেক কিছু শিখবে।'' বাংলাদেশ-নিউজিল্যান্ডের মধ্যেকার তিন ম্যাচের টি-টোয়েন্টি সিরিজে 'ফিউচার স্টারস' হিসেবে বাউন্ডারির বাইরে থাকবেন চট্টগ্রামের অনূর্ধ্ব-১৪ ও অনূর্ধ্ব-১৬ বয়সভিত্তিক দলের কিশোর-কিশোরিরা। কাছ থেকে তারকাদের দেখে নিশ্চয়ই খুদেরাও বুনবে বিশ্বমঞ্চ মাতানোর স্বপ্ন! — [1143, 760, 1522, 898]
